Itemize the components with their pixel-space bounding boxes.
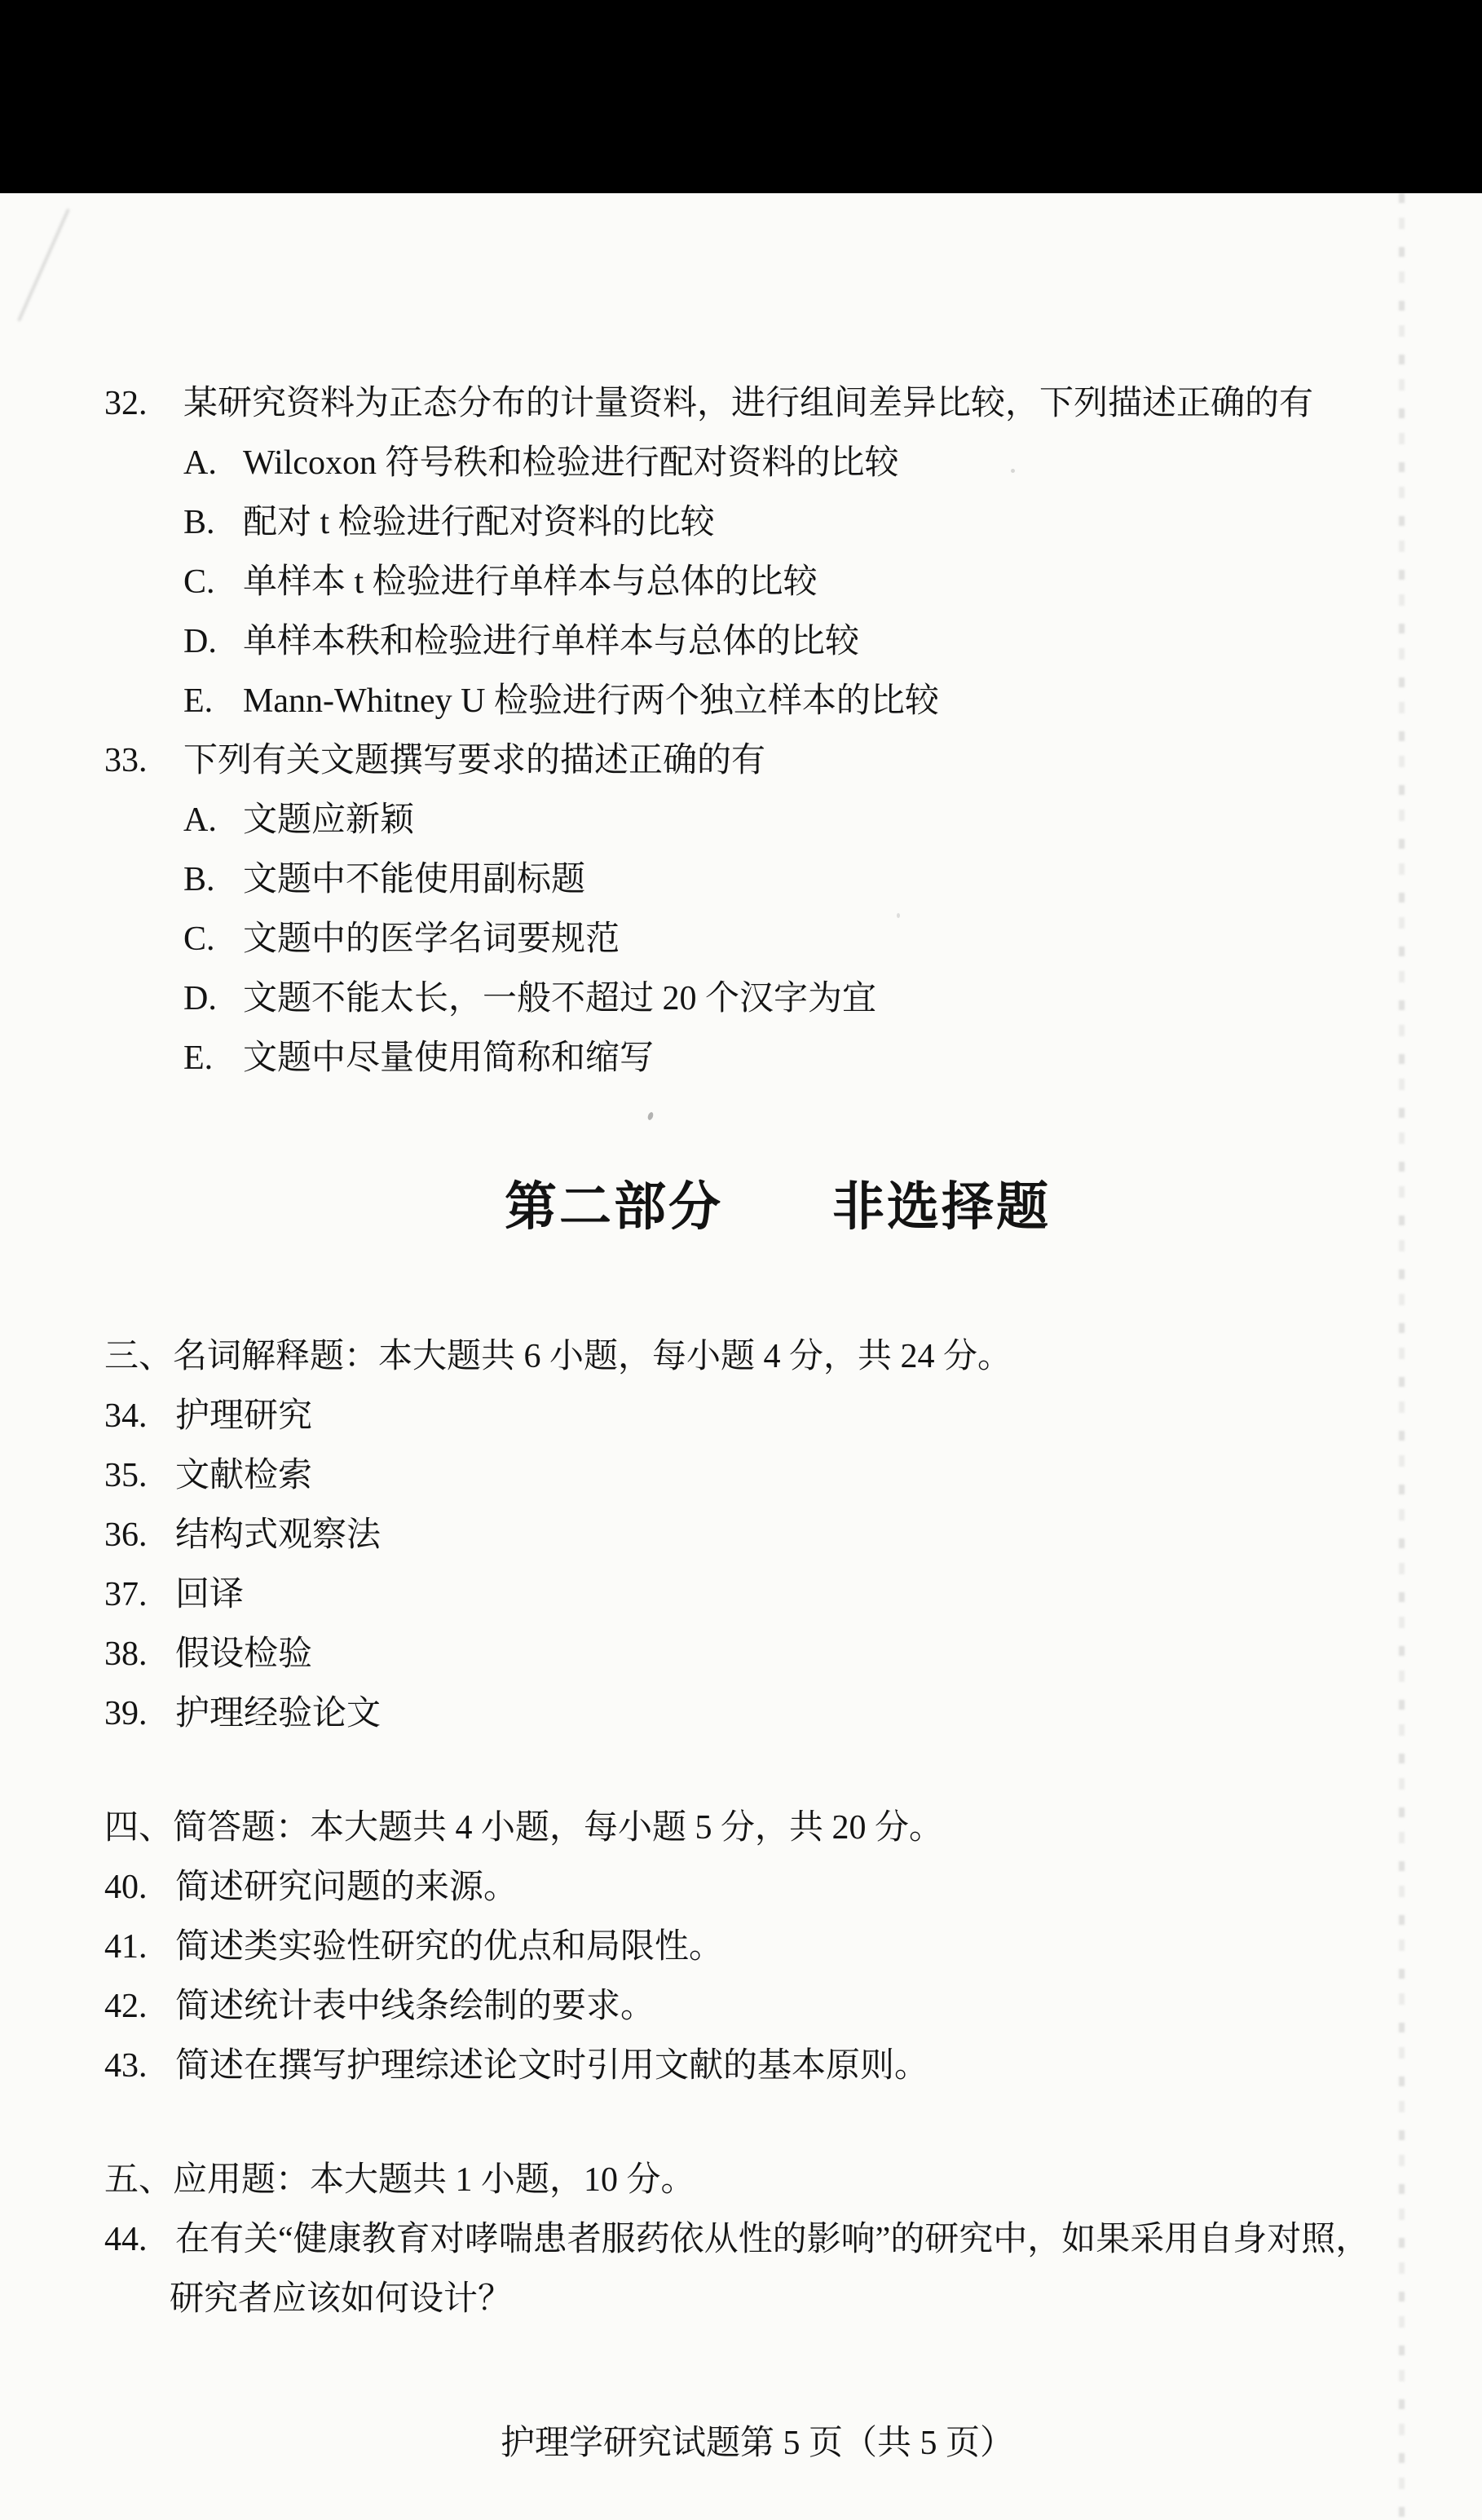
item-number: 38. (104, 1635, 148, 1673)
section-short-answer (0, 1798, 1482, 2096)
option-letter: B. (183, 861, 215, 898)
item-41 (0, 1918, 1482, 1977)
item-text: 回译 (175, 1576, 245, 1613)
option-text: 单样本 t 检验进行单样本与总体的比较 (243, 563, 818, 601)
item-40 (0, 1858, 1482, 1918)
item-36 (0, 1506, 1482, 1565)
option-letter: D. (183, 980, 217, 1017)
question-32-option-e (0, 672, 1482, 731)
item-44-line1 (0, 2210, 1482, 2270)
item-44-line2: 研究者应该如何设计？ (170, 2280, 513, 2318)
option-text: 文题中不能使用副标题 (243, 861, 586, 898)
option-letter: E. (183, 682, 214, 720)
question-text: 下列有关文题撰写要求的描述正确的有 (183, 742, 766, 779)
option-text: 配对 t 检验进行配对资料的比较 (243, 504, 715, 541)
item-number: 41. (104, 1928, 148, 1966)
scan-black-band (0, 0, 1482, 193)
question-text: 某研究资料为正态分布的计量资料，进行组间差异比较，下列描述正确的有 (183, 385, 1314, 422)
section-application (0, 2151, 1482, 2329)
item-text: 简述研究问题的来源。 (175, 1869, 518, 1906)
item-number: 34. (104, 1397, 148, 1435)
option-letter: C. (183, 920, 215, 958)
item-35 (0, 1446, 1482, 1506)
question-33 (0, 731, 1482, 1088)
item-text: 护理研究 (175, 1397, 313, 1435)
item-43 (0, 2037, 1482, 2096)
question-33-option-b (0, 850, 1482, 910)
option-text: 文题应新颖 (243, 801, 415, 839)
item-text: 结构式观察法 (175, 1516, 382, 1554)
section-glossary-heading: 三、名词解释题：本大题共 6 小题，每小题 4 分，共 24 分。 (104, 1338, 1012, 1375)
item-number: 44. (104, 2221, 148, 2258)
item-34 (0, 1387, 1482, 1446)
question-32-option-a (0, 434, 1482, 493)
item-text: 简述在撰写护理综述论文时引用文献的基本原则。 (175, 2047, 929, 2085)
item-text: 护理经验论文 (175, 1695, 382, 1732)
item-text: 简述类实验性研究的优点和局限性。 (175, 1928, 724, 1966)
option-text: Mann-Whitney U 检验进行两个独立样本的比较 (243, 682, 939, 720)
option-letter: C. (183, 563, 215, 601)
option-letter: D. (183, 623, 217, 660)
item-39 (0, 1684, 1482, 1744)
item-number: 43. (104, 2047, 148, 2085)
option-text: Wilcoxon 符号秩和检验进行配对资料的比较 (243, 444, 899, 482)
question-number: 33. (104, 742, 148, 779)
option-letter: B. (183, 504, 215, 541)
option-letter: A. (183, 801, 217, 839)
option-text: 文题不能太长，一般不超过 20 个汉字为宜 (243, 980, 877, 1017)
item-number: 40. (104, 1869, 148, 1906)
item-number: 37. (104, 1576, 148, 1613)
option-text: 文题中尽量使用简称和缩写 (243, 1039, 655, 1077)
item-text: 假设检验 (175, 1635, 313, 1673)
item-37 (0, 1565, 1482, 1625)
exam-content (0, 193, 1482, 2474)
item-number: 42. (104, 1988, 148, 2025)
question-33-option-d (0, 969, 1482, 1029)
item-number: 39. (104, 1695, 148, 1732)
question-number: 32. (104, 385, 148, 422)
item-text: 简述统计表中线条绘制的要求。 (175, 1988, 655, 2025)
option-letter: E. (183, 1039, 214, 1077)
question-33-stem (0, 731, 1482, 791)
item-38 (0, 1625, 1482, 1684)
question-33-option-c (0, 910, 1482, 969)
item-number: 35. (104, 1457, 148, 1494)
question-32-option-c (0, 553, 1482, 612)
question-33-option-e (0, 1029, 1482, 1088)
option-letter: A. (183, 444, 217, 482)
question-32-option-b (0, 493, 1482, 553)
question-32-option-d (0, 612, 1482, 672)
part2-title: 第二部分 非选择题 (505, 1178, 1051, 1236)
section-application-heading: 五、应用题：本大题共 1 小题，10 分。 (104, 2161, 695, 2199)
question-33-option-a (0, 791, 1482, 850)
section-short-answer-heading: 四、简答题：本大题共 4 小题，每小题 5 分，共 20 分。 (104, 1809, 944, 1847)
question-32 (0, 374, 1482, 731)
item-42 (0, 1977, 1482, 2037)
option-text: 单样本秩和检验进行单样本与总体的比较 (243, 623, 860, 660)
page-footer: 护理学研究试题第 5 页（共 5 页） (500, 2425, 1014, 2462)
section-glossary (0, 1327, 1482, 1744)
item-text: 文献检索 (175, 1457, 313, 1494)
option-text: 文题中的医学名词要规范 (243, 920, 620, 958)
item-text: 在有关“健康教育对哮喘患者服药依从性的影响”的研究中，如果采用自身对照， (175, 2221, 1370, 2258)
item-number: 36. (104, 1516, 148, 1554)
question-32-stem (0, 374, 1482, 434)
